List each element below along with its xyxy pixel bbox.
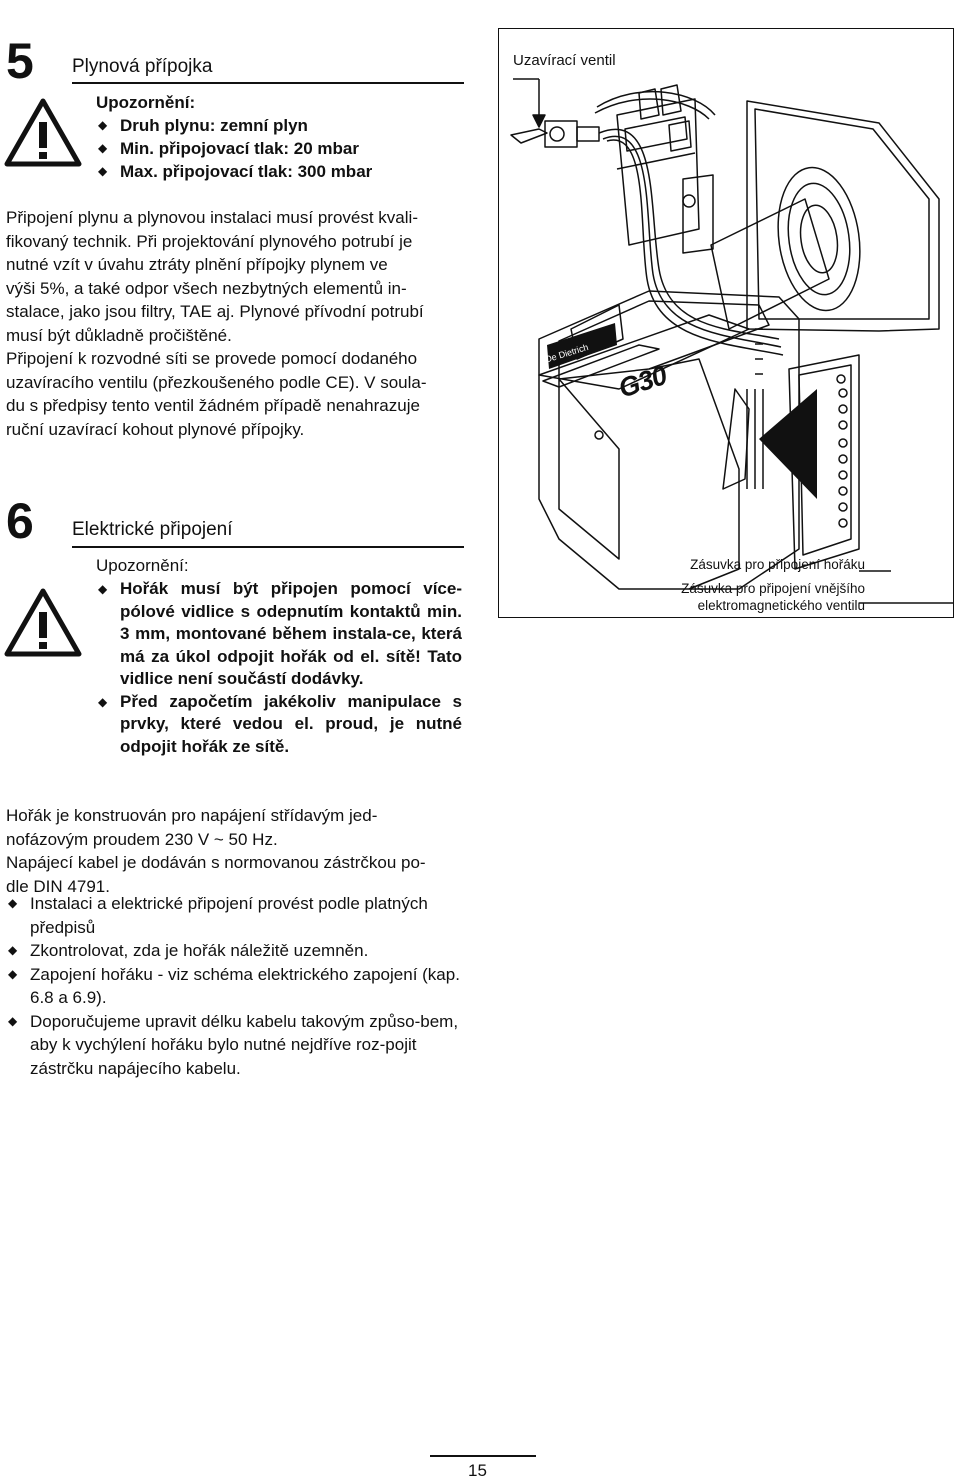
body-line: nofázovým proudem 230 V ~ 50 Hz. <box>6 829 278 849</box>
warning-list <box>96 114 456 183</box>
warning-icon <box>4 98 82 168</box>
body-line: nutné vzít v úvahu ztráty plnění přípojky plynem ve <box>6 255 388 274</box>
instruction-list <box>6 892 464 1080</box>
section-rule <box>72 546 464 548</box>
warning-list <box>96 578 462 758</box>
section-number: 5 <box>6 33 32 89</box>
body-line: stalace, jako jsou filtry, TAE aj. Plynové přívodní potrubí <box>6 302 424 321</box>
list-item: ◆ Doporučujeme upravit délku kabelu takovým způso-bem, aby k vychýlení hořáku bylo nutné nejdříve roz-pojit zástrčku napájecího kabelu. <box>6 1010 464 1081</box>
section-rule <box>72 82 464 84</box>
body-line: uzavíracího ventilu (přezkoušeného podle CE). V soula- <box>6 372 427 392</box>
section-title: Plynová přípojka <box>72 56 213 77</box>
caption-line: Zásuvka pro připojení vnějšího <box>681 581 865 596</box>
list-item: ◆ Max. připojovací tlak: 300 mbar <box>96 160 456 183</box>
body-line: fikovaný technik. Při projektování plynového potrubí je <box>6 231 413 251</box>
section-title: Elektrické připojení <box>72 519 233 540</box>
caption-line: elektromagnetického ventilu <box>697 598 865 613</box>
list-item: ◆ Instalaci a elektrické připojení provést podle platných předpisů <box>6 892 464 939</box>
model-label: G30 <box>615 360 670 404</box>
body-line: dle DIN 4791. <box>6 876 110 896</box>
warning-title: Upozornění: <box>96 556 189 575</box>
page-number-rule <box>430 1455 536 1457</box>
body-line: Hořák je konstruován pro napájení střídavým jed- <box>6 806 378 825</box>
list-item: ◆ Zapojení hořáku - viz schéma elektrického zapojení (kap. 6.8 a 6.9). <box>6 963 464 1010</box>
list-item: ◆ Druh plynu: zemní plyn <box>96 114 456 137</box>
body-line: Připojení k rozvodné síti se provede pomocí dodaného <box>6 349 418 368</box>
section6-intro <box>6 804 464 898</box>
warning-icon <box>4 588 82 658</box>
section-number: 6 <box>6 493 32 549</box>
warning-title: Upozornění: <box>96 93 196 112</box>
brand-label: De Dietrich <box>544 341 590 365</box>
body-line: výši 5%, a také odpor všech nezbytných elementů in- <box>6 278 407 298</box>
list-item: ◆ Min. připojovací tlak: 20 mbar <box>96 137 456 160</box>
list-item: ◆ Před započetím jakékoliv manipulace s prvky, které vedou el. proud, je nutné odpojit hořák ze sítě. <box>96 691 462 759</box>
section5-body <box>6 206 464 441</box>
socket-label: Zásuvka pro připojení hořáku <box>690 557 865 572</box>
figure-frame <box>498 28 954 618</box>
valve-label: Uzavírací ventil <box>513 52 616 69</box>
list-item: ◆ Hořák musí být připojen pomocí více-pólové vidlice s odepnutím kontaktů min. 3 mm, montované během instala-ce, která má za úkol odpojit hořák od el. sítě! Tato vidlice není součástí dodávky. <box>96 578 462 691</box>
body-line: du s předpisy tento ventil žádném případě nenahrazuje <box>6 396 420 415</box>
page-number: 15 <box>468 1461 487 1480</box>
body-line: Napájecí kabel je dodáván s normovanou zástrčkou po- <box>6 853 426 872</box>
body-line: musí být důkladně pročištěné. <box>6 325 232 345</box>
body-line: ruční uzavírací kohout plynové přípojky. <box>6 419 305 439</box>
list-item: ◆ Zkontrolovat, zda je hořák náležitě uzemněn. <box>6 939 464 963</box>
burner-illustration <box>499 29 953 617</box>
body-line: Připojení plynu a plynovou instalaci musí provést kvali- <box>6 208 418 227</box>
external-valve-socket-label <box>649 580 865 614</box>
